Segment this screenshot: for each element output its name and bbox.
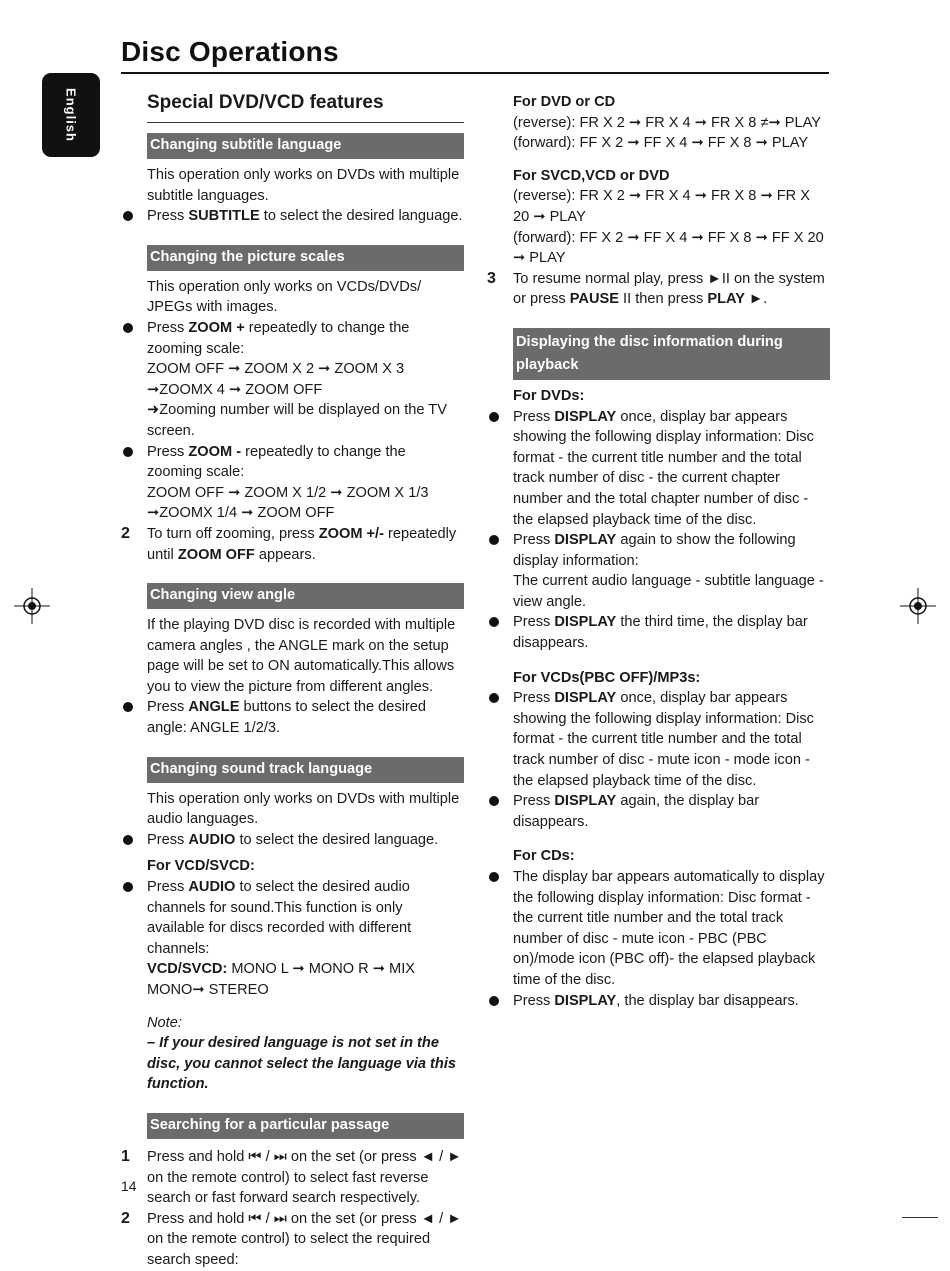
for-cds-heading: For CDs: — [513, 848, 575, 865]
page-number: 14 — [121, 1178, 137, 1194]
subtitle-heading: Changing subtitle language — [147, 133, 464, 159]
dvd-cd-reverse: (reverse): FR X 2 ➞ FR X 4 ➞ FR X 8 ≠➞ PLAY — [513, 114, 821, 131]
svcd-reverse: (reverse): FR X 2 ➞ FR X 4 ➞ FR X 8 ➞ FR X 20 ➞ PLAY — [513, 188, 810, 225]
subtitle-intro: This operation only works on DVDs with multiple subtitle languages. — [147, 167, 460, 204]
title-rule — [121, 72, 829, 74]
svcd-forward: (forward): FF X 2 ➞ FF X 4 ➞ FF X 8 ➞ FF X 20 ➞ PLAY — [513, 229, 824, 267]
zoom-intro: This operation only works on VCDs/DVDs/ JPEGs with images. — [147, 278, 422, 316]
registration-mark-right-icon — [900, 588, 936, 624]
search-step-1: 1 Press and hold ⏮ / ⏭ on the set (or press ◄ / ► on the remote control) to select fast reverse search or fast forward search respectively. — [121, 1147, 462, 1207]
zoom-heading: Changing the picture scales — [147, 245, 464, 271]
for-vcd-heading: For VCD/SVCD: — [147, 858, 255, 875]
zoom-out-bullet: Press ZOOM - repeatedly to change the zooming scale: — [121, 442, 464, 483]
search-heading: Searching for a particular passage — [147, 1113, 464, 1139]
language-tab-label: English — [63, 88, 79, 142]
zoom-out-sequence: ZOOM OFF ➞ ZOOM X 1/2 ➞ ZOOM X 1/3 ➞ZOOMX 1/4 ➞ ZOOM OFF — [147, 484, 429, 522]
audio-heading: Changing sound track language — [147, 757, 464, 783]
dvd-display-bullet-1: Press DISPLAY once, display bar appears showing the following display information: Disc format - the current title number and the total track number of disc - the current chapter number and the total chapter number of disc - the elapsed playback time of the disc. — [487, 407, 830, 531]
corner-crop-line — [902, 1217, 938, 1218]
audio-vcd-sequence: VCD/SVCD: MONO L ➞ MONO R ➞ MIX MONO➞ STEREO — [147, 961, 415, 998]
for-vcds-heading: For VCDs(PBC OFF)/MP3s: — [513, 669, 701, 686]
note-label: Note: — [147, 1014, 182, 1031]
audio-vcd-bullet: Press AUDIO to select the desired audio channels for sound.This function is only available for discs recorded with different channels: — [121, 877, 464, 959]
zoom-step-2: 2 To turn off zooming, press ZOOM +/- repeatedly until ZOOM OFF appears. — [121, 524, 457, 563]
zoom-in-sequence: ZOOM OFF ➞ ZOOM X 2 ➞ ZOOM X 3 ➞ZOOMX 4 ➞ ZOOM OFF — [147, 361, 405, 398]
subtitle-bullet: Press SUBTITLE to select the desired language. — [121, 206, 464, 227]
section-title: Special DVD/VCD features — [147, 92, 464, 123]
angle-bullet: Press ANGLE buttons to select the desired angle: ANGLE 1/2/3. — [121, 697, 464, 738]
dvd-display-info-line: The current audio language - subtitle language - view angle. — [513, 573, 824, 610]
dvd-display-bullet-2: Press DISPLAY again to show the following display information: — [487, 530, 830, 571]
search-step-3: 3 To resume normal play, press ►II on the system or press PAUSE II then press PLAY ►. — [487, 269, 825, 308]
dvd-cd-heading: For DVD or CD — [513, 94, 616, 110]
dvd-display-bullet-3: Press DISPLAY the third time, the display bar disappears. — [487, 612, 830, 653]
left-column — [121, 92, 464, 1271]
vcd-display-bullet-2: Press DISPLAY again, the display bar disappears. — [487, 791, 830, 832]
registration-mark-left-icon — [14, 588, 50, 624]
audio-intro: This operation only works on DVDs with multiple audio languages. — [147, 790, 460, 828]
note-text: – If your desired language is not set in the disc, you cannot select the language via this function. — [147, 1035, 456, 1093]
for-dvds-heading: For DVDs: — [513, 387, 585, 404]
zoom-in-bullet: Press ZOOM + repeatedly to change the zooming scale: — [121, 318, 464, 359]
vcd-display-bullet-1: Press DISPLAY once, display bar appears showing the following display information: Disc format - the current title number and the total track number of disc - mute icon - mode icon - the elapsed playback time of the disc. — [487, 688, 830, 791]
right-column — [487, 92, 830, 1011]
svcd-heading: For SVCD,VCD or DVD — [513, 167, 670, 184]
dvd-cd-forward: (forward): FF X 2 ➞ FF X 4 ➞ FF X 8 ➞ PLAY — [513, 135, 809, 152]
search-step-2: 2 Press and hold ⏮ / ⏭ on the set (or press ◄ / ► on the remote control) to select the required search speed: — [121, 1209, 462, 1268]
language-tab — [42, 73, 100, 157]
audio-bullet: Press AUDIO to select the desired language. — [121, 830, 464, 851]
zoom-in-note: ➜Zooming number will be displayed on the TV screen. — [147, 402, 447, 439]
angle-intro: If the playing DVD disc is recorded with multiple camera angles , the ANGLE mark on the setup page will be set to ON automatically.This allows you to view the picture from different angles. — [147, 617, 456, 695]
angle-heading: Changing view angle — [147, 583, 464, 609]
cd-display-bullet-2: Press DISPLAY, the display bar disappears. — [487, 991, 830, 1012]
cd-display-bullet-1: The display bar appears automatically to display the following display information: Disc format - the current title number and the total track number of disc - mute icon - PBC (PBC on)/mode icon (PBC off)- the elapsed playback time of the disc. — [487, 867, 830, 991]
disc-info-heading: Displaying the disc information during playback — [513, 328, 830, 380]
page-title: Disc Operations — [121, 36, 339, 67]
